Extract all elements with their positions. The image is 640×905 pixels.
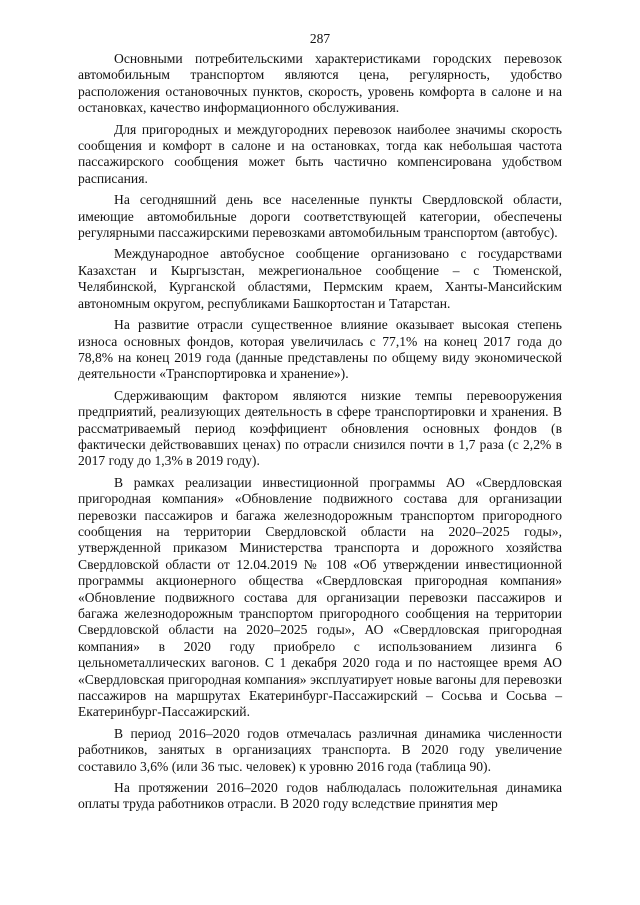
paragraph-wage-dynamics: На протяжении 2016–2020 годов наблюдалась положительная динамика оплаты труда работников отрасли. В 2020 году вследствие принятия мер [78,780,562,812]
page-number: 287 [309,31,331,46]
paragraph-investment-program: В рамках реализации инвестиционной программы АО «Свердловская пригородная компания» «Обновление подвижного состава для организации перевозки пассажиров и багажа железнодорожным транспортом пригородного сообщения на территории Свердловской области на 2020–2025 годы», утвержденной приказом Министерства транспорта и дорожного хозяйства Свердловской области от 12.04.2019 № 108 «Об утверждении инвестиционной программы акционерного общества «Свердловская пригородная компания» «Обновление подвижного состава для организации перевозки пассажиров и багажа железнодорожным транспортом пригородного сообщения на территории Свердловской области на 2020–2025 годы», АО «Свердловская пригородная компания» в 2020 году приобрело с использованием лизинга 6 цельнометаллических вагонов. С 1 декабря 2020 года и по настоящее время АО «Свердловская пригородная компания» эксплуатирует новые вагоны для перевозки пассажиров на маршрутах Екатеринбург-Пассажирский – Сосьва и Сосьва – Екатеринбург-Пассажирский. [78,474,562,720]
paragraph-consumer-characteristics: Основными потребительскими характеристиками городских перевозок автомобильным транспортом являются цена, регулярность, удобство расположения остановочных пунктов, скорость, уровень комфорта в салоне и на остановках, качество информационного обслуживания. [78,51,562,116]
paragraph-settlements-coverage: На сегодняшний день все населенные пункты Свердловской области, имеющие автомобильные дороги соответствующей категории, обеспечены регулярными пассажирскими перевозками автомобильным транспортом (автобус). [78,192,562,241]
paragraph-reequipment-rate: Сдерживающим фактором являются низкие темпы перевооружения предприятий, реализующих деятельность в сфере транспортировки и хранения. В рассматриваемый период коэффициент обновления основных фондов (в фактически действовавших ценах) по отрасли снизился почти в 1,7 раза (с 2,2% в 2017 году до 1,3% в 2019 году). [78,387,562,469]
document-page [78,30,562,818]
paragraph-international-service: Международное автобусное сообщение организовано с государствами Казахстан и Кыргызстан, межрегиональное сообщение – с Тюменской, Челябинской, Курганской областями, Пермским краем, Ханты-Мансийским автономным округом, республиками Башкортостан и Татарстан. [78,246,562,311]
paragraph-suburban-transport: Для пригородных и междугородних перевозок наиболее значимы скорость сообщения и комфорт в салоне и на остановках, тогда как небольшая частота пассажирского сообщения может быть частично компенсирована удобством расписания. [78,121,562,186]
paragraph-employment-dynamics: В период 2016–2020 годов отмечалась различная динамика численности работников, занятых в организациях транспорта. В 2020 году увеличение составило 3,6% (или 36 тыс. человек) к уровню 2016 года (таблица 90). [78,725,562,774]
paragraph-asset-depreciation: На развитие отрасли существенное влияние оказывает высокая степень износа основных фондов, которая увеличилась с 77,1% на конец 2017 года до 78,8% на конец 2019 года (данные представлены по общему виду экономической деятельности «Транспортировка и хранение»). [78,317,562,382]
